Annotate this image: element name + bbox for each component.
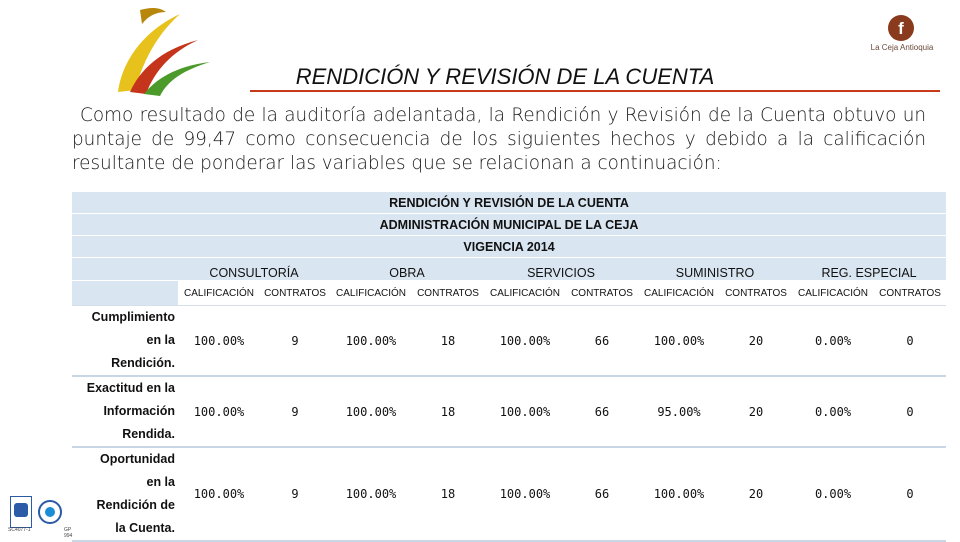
group-header-suministro: SUMINISTRO (638, 258, 792, 281)
cell-calificacion: 100.00% (484, 376, 566, 447)
title-underline (250, 90, 940, 92)
iqnet-badge-icon (38, 500, 62, 524)
row-label: Oportunidad en la Rendición de la Cuenta. (72, 447, 178, 541)
subheader-empty (72, 281, 178, 306)
cell-calificacion: 95.00% (638, 376, 720, 447)
cell-calificacion: 100.00% (638, 447, 720, 541)
cell-contratos: 9 (260, 306, 330, 377)
icontec-badge-icon (10, 496, 32, 528)
cell-contratos: 0 (874, 447, 946, 541)
group-header-reg-especial: REG. ESPECIAL (792, 258, 946, 281)
cell-calificacion: 0.00% (792, 376, 874, 447)
subheader-calificacion: CALIFICACIÓN (484, 281, 566, 306)
certification-badges (8, 496, 73, 539)
cell-contratos: 66 (566, 376, 638, 447)
audit-table (72, 192, 946, 542)
badge-caption: SC4077-1 (8, 527, 31, 533)
cell-calificacion: 100.00% (484, 306, 566, 377)
cell-calificacion: 100.00% (178, 447, 260, 541)
cell-contratos: 20 (720, 376, 792, 447)
group-header-empty (72, 258, 178, 281)
row-label: Cumplimiento en la Rendición. (72, 306, 178, 377)
table-row (72, 447, 946, 541)
audit-table-container (72, 192, 946, 535)
group-header-consultoria: CONSULTORÍA (178, 258, 330, 281)
subheader-contratos: CONTRATOS (720, 281, 792, 306)
cell-contratos: 20 (720, 447, 792, 541)
cell-calificacion: 100.00% (484, 447, 566, 541)
table-title-line: ADMINISTRACIÓN MUNICIPAL DE LA CEJA (72, 214, 946, 236)
cell-calificacion: 100.00% (330, 376, 412, 447)
subheader-contratos: CONTRATOS (874, 281, 946, 306)
cell-calificacion: 100.00% (178, 306, 260, 377)
table-title-line: VIGENCIA 2014 (72, 236, 946, 258)
group-header-servicios: SERVICIOS (484, 258, 638, 281)
cell-calificacion: 100.00% (330, 306, 412, 377)
cell-contratos: 0 (874, 376, 946, 447)
facebook-icon[interactable]: f (888, 15, 914, 41)
logo-swoosh-dark (140, 8, 166, 24)
subheader-calificacion: CALIFICACIÓN (792, 281, 874, 306)
cell-calificacion: 100.00% (178, 376, 260, 447)
cell-contratos: 9 (260, 376, 330, 447)
table-row (72, 306, 946, 377)
row-label: Exactitud en la Información Rendida. (72, 376, 178, 447)
cell-calificacion: 100.00% (330, 447, 412, 541)
page-title: RENDICIÓN Y REVISIÓN DE LA CUENTA (295, 64, 715, 89)
cell-calificacion: 0.00% (792, 306, 874, 377)
intro-paragraph: Como resultado de la auditoría adelantada, la Rendición y Revisión de la Cuenta obtuvo un puntaje de 99,47 como consecuencia de los siguientes hechos y debido a la calificación resultante de ponderar las variables que se relacionan a continuación: (72, 105, 926, 174)
cell-contratos: 66 (566, 447, 638, 541)
cell-calificacion: 100.00% (638, 306, 720, 377)
badge-caption: GP 994 (64, 527, 73, 539)
facebook-caption: La Ceja Antioquia (870, 43, 934, 52)
subheader-contratos: CONTRATOS (260, 281, 330, 306)
cell-contratos: 18 (412, 306, 484, 377)
cell-contratos: 18 (412, 376, 484, 447)
table-row (72, 376, 946, 447)
cell-contratos: 18 (412, 447, 484, 541)
subheader-calificacion: CALIFICACIÓN (638, 281, 720, 306)
cell-contratos: 9 (260, 447, 330, 541)
cell-contratos: 20 (720, 306, 792, 377)
table-title-line: RENDICIÓN Y REVISIÓN DE LA CUENTA (72, 192, 946, 214)
subheader-contratos: CONTRATOS (412, 281, 484, 306)
group-header-obra: OBRA (330, 258, 484, 281)
subheader-calificacion: CALIFICACIÓN (330, 281, 412, 306)
cell-contratos: 66 (566, 306, 638, 377)
subheader-contratos: CONTRATOS (566, 281, 638, 306)
subheader-calificacion: CALIFICACIÓN (178, 281, 260, 306)
cell-contratos: 0 (874, 306, 946, 377)
cell-calificacion: 0.00% (792, 447, 874, 541)
